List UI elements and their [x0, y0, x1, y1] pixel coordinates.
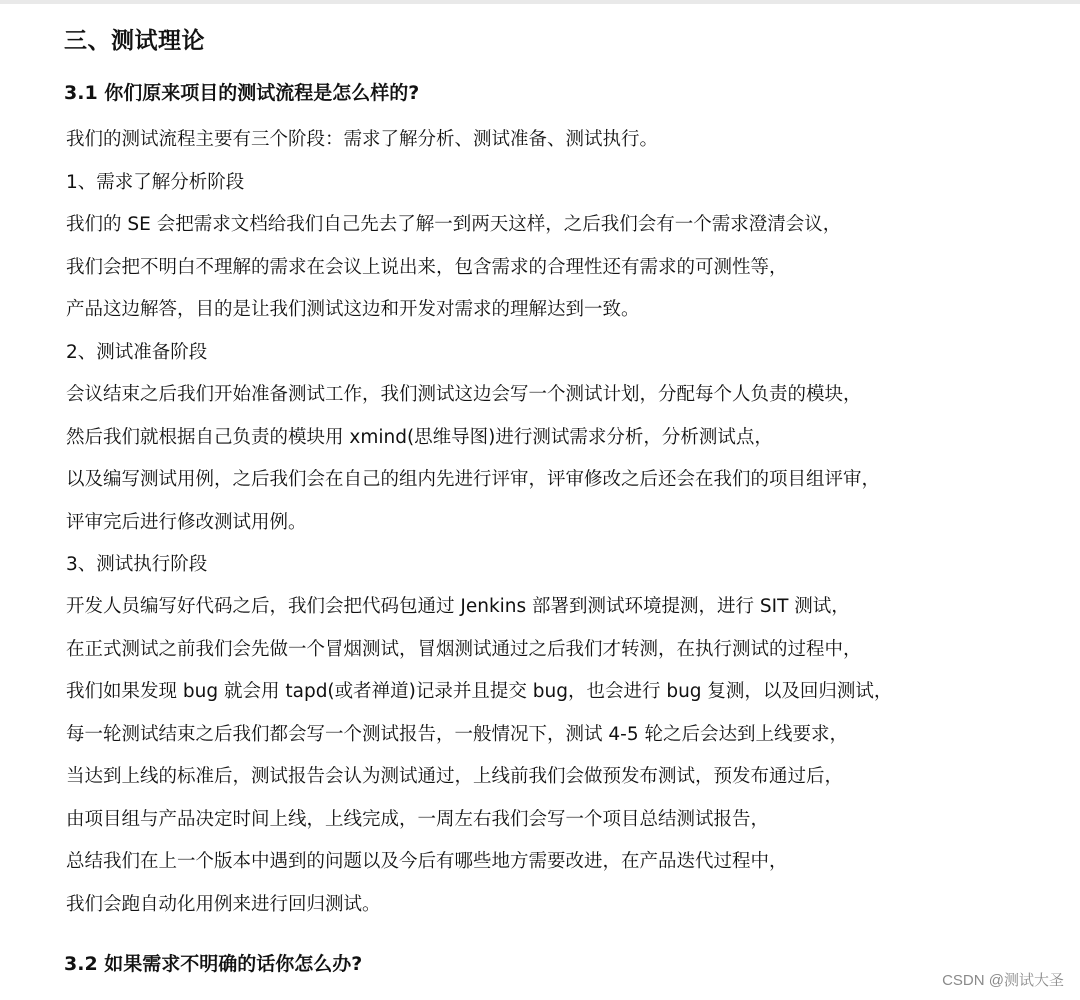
question-title-3-2: 3.2 如果需求不明确的话你怎么办? — [64, 953, 363, 975]
text-line: 我们如果发现 bug 就会用 tapd(或者禅道)记录并且提交 bug，也会进行 bug 复测，以及回归测试， — [66, 681, 893, 702]
text-line: 产品这边解答，目的是让我们测试这边和开发对需求的理解达到一致。 — [66, 299, 640, 320]
top-border — [0, 0, 1080, 4]
text-line: 在正式测试之前我们会先做一个冒烟测试，冒烟测试通过之后我们才转测，在执行测试的过程中， — [66, 639, 862, 660]
text-line: 评审完后进行修改测试用例。 — [66, 512, 307, 533]
text-line: 由项目组与产品决定时间上线，上线完成，一周左右我们会写一个项目总结测试报告， — [66, 809, 770, 830]
question-title-3-1: 3.1 你们原来项目的测试流程是怎么样的? — [64, 82, 420, 104]
text-line: 会议结束之后我们开始准备测试工作，我们测试这边会写一个测试计划，分配每个人负责的模块， — [66, 384, 862, 405]
text-line: 当达到上线的标准后，测试报告会认为测试通过，上线前我们会做预发布测试，预发布通过后， — [66, 766, 844, 787]
text-line: 每一轮测试结束之后我们都会写一个测试报告，一般情况下，测试 4-5 轮之后会达到上线要求， — [66, 724, 848, 745]
subheading-stage-1: 1、需求了解分析阶段 — [66, 172, 245, 193]
subheading-stage-2: 2、测试准备阶段 — [66, 342, 208, 363]
text-line: 总结我们在上一个版本中遇到的问题以及今后有哪些地方需要改进，在产品迭代过程中， — [66, 851, 788, 872]
text-line: 然后我们就根据自己负责的模块用 xmind(思维导图)进行测试需求分析，分析测试点， — [66, 427, 773, 448]
subheading-stage-3: 3、测试执行阶段 — [66, 554, 208, 575]
csdn-watermark: CSDN @测试大圣 — [942, 972, 1064, 989]
text-line: 我们会把不明白不理解的需求在会议上说出来，包含需求的合理性还有需求的可测性等， — [66, 257, 788, 278]
section-title: 三、测试理论 — [64, 28, 205, 54]
text-line: 我们的 SE 会把需求文档给我们自己先去了解一到两天这样，之后我们会有一个需求澄清会议， — [66, 214, 842, 235]
text-line: 我们会跑自动化用例来进行回归测试。 — [66, 894, 381, 915]
text-line: 我们的测试流程主要有三个阶段：需求了解分析、测试准备、测试执行。 — [66, 129, 659, 150]
text-line: 开发人员编写好代码之后，我们会把代码包通过 Jenkins 部署到测试环境提测，进行 SIT 测试， — [66, 596, 850, 617]
text-line: 以及编写测试用例，之后我们会在自己的组内先进行评审，评审修改之后还会在我们的项目组评审， — [66, 469, 881, 490]
